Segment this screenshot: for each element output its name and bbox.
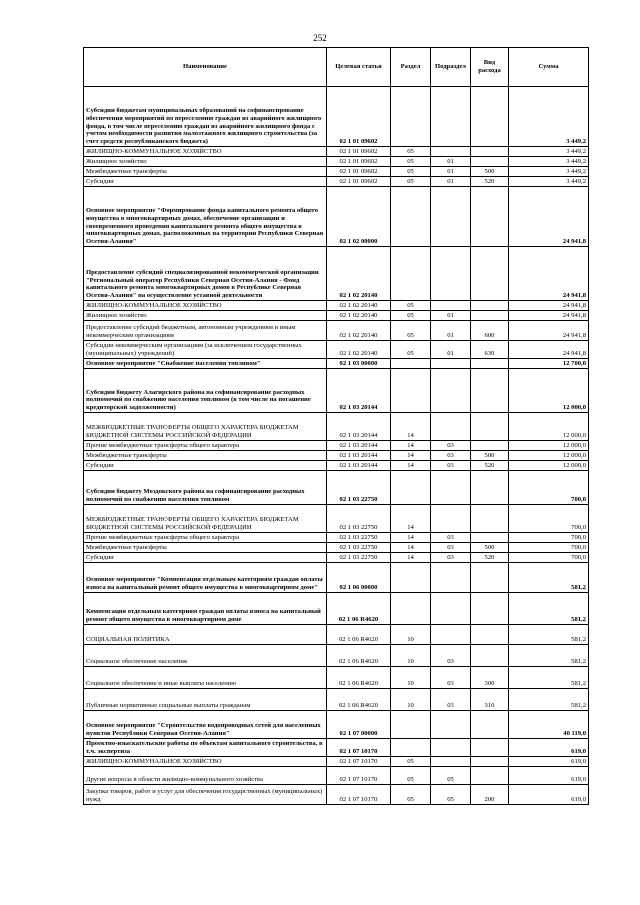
cell-name: Другие вопросы в области жилищно-коммунального хозяйства xyxy=(84,767,327,785)
cell-target-code: 02 1 03 20144 xyxy=(327,413,391,441)
cell-sum: 3 449,2 xyxy=(509,167,589,177)
table-row xyxy=(84,739,589,757)
cell-sum: 581,2 xyxy=(509,689,589,711)
cell-expense-type: 520 xyxy=(471,177,509,187)
table-row xyxy=(84,369,589,413)
cell-expense-type: 300 xyxy=(471,667,509,689)
cell-name: Предоставление субсидий бюджетным, автономным учреждениям и иным некоммерческим организациям xyxy=(84,321,327,341)
cell-sum: 24 941,8 xyxy=(509,187,589,247)
cell-name: МЕЖБЮДЖЕТНЫЕ ТРАНСФЕРТЫ ОБЩЕГО ХАРАКТЕРА БЮДЖЕТАМ БЮДЖЕТНОЙ СИСТЕМЫ РОССИЙСКОЙ ФЕДЕРАЦИИ xyxy=(84,505,327,533)
cell-section: 05 xyxy=(391,311,431,321)
cell-section: 14 xyxy=(391,505,431,533)
cell-subsection xyxy=(431,505,471,533)
cell-subsection xyxy=(431,757,471,767)
cell-expense-type xyxy=(471,563,509,593)
cell-target-code: 02 1 03 22750 xyxy=(327,553,391,563)
cell-sum: 24 941,8 xyxy=(509,301,589,311)
cell-expense-type xyxy=(471,471,509,505)
cell-subsection: 03 xyxy=(431,543,471,553)
cell-section: 05 xyxy=(391,785,431,805)
cell-target-code: 02 1 01 09602 xyxy=(327,167,391,177)
cell-subsection: 03 xyxy=(431,441,471,451)
table-row xyxy=(84,533,589,543)
cell-sum: 24 941,8 xyxy=(509,311,589,321)
cell-subsection: 01 xyxy=(431,177,471,187)
cell-expense-type xyxy=(471,369,509,413)
cell-sum: 12 000,0 xyxy=(509,441,589,451)
table-row xyxy=(84,359,589,369)
cell-section xyxy=(391,247,431,301)
cell-section: 10 xyxy=(391,689,431,711)
cell-expense-type xyxy=(471,311,509,321)
table-row xyxy=(84,167,589,177)
cell-sum: 12 700,0 xyxy=(509,359,589,369)
cell-expense-type: 520 xyxy=(471,461,509,471)
cell-subsection: 01 xyxy=(431,321,471,341)
cell-section: 05 xyxy=(391,757,431,767)
cell-subsection xyxy=(431,625,471,645)
cell-target-code: 02 1 03 22750 xyxy=(327,505,391,533)
cell-subsection xyxy=(431,471,471,505)
cell-target-code: 02 1 07 10170 xyxy=(327,739,391,757)
cell-name: Проектно-изыскательские работы по объектам капитального строительства, в т.ч. экспертиза xyxy=(84,739,327,757)
cell-subsection xyxy=(431,413,471,441)
cell-section: 14 xyxy=(391,451,431,461)
cell-subsection xyxy=(431,711,471,739)
table-row xyxy=(84,311,589,321)
cell-name: Межбюджетные трансферты xyxy=(84,451,327,461)
cell-expense-type xyxy=(471,593,509,625)
cell-subsection xyxy=(431,247,471,301)
cell-name: Закупка товаров, работ и услуг для обеспечения государственных (муниципальных) нужд xyxy=(84,785,327,805)
cell-target-code: 02 1 06 R4620 xyxy=(327,689,391,711)
cell-sum: 12 000,0 xyxy=(509,461,589,471)
cell-section xyxy=(391,593,431,625)
cell-sum: 581,2 xyxy=(509,563,589,593)
table-row xyxy=(84,767,589,785)
cell-sum: 581,2 xyxy=(509,593,589,625)
cell-subsection xyxy=(431,87,471,147)
cell-name: Субсидии xyxy=(84,553,327,563)
cell-target-code: 02 1 02 20140 xyxy=(327,247,391,301)
table-row xyxy=(84,625,589,645)
cell-section xyxy=(391,359,431,369)
cell-sum: 581,2 xyxy=(509,645,589,667)
cell-expense-type: 200 xyxy=(471,785,509,805)
header-expense-type: Вид расхода xyxy=(471,48,509,87)
cell-target-code: 02 1 02 20140 xyxy=(327,321,391,341)
cell-sum: 3 449,2 xyxy=(509,157,589,167)
table-row xyxy=(84,341,589,359)
cell-target-code: 02 1 03 20144 xyxy=(327,451,391,461)
table-row xyxy=(84,301,589,311)
cell-target-code: 02 1 03 20144 xyxy=(327,441,391,451)
cell-expense-type xyxy=(471,247,509,301)
cell-target-code: 02 1 07 00000 xyxy=(327,711,391,739)
cell-section: 14 xyxy=(391,553,431,563)
cell-target-code: 02 1 01 09602 xyxy=(327,177,391,187)
cell-subsection xyxy=(431,739,471,757)
cell-section: 10 xyxy=(391,667,431,689)
cell-name: ЖИЛИЩНО-КОММУНАЛЬНОЕ ХОЗЯЙСТВО xyxy=(84,147,327,157)
header-subsection: Подраздел xyxy=(431,48,471,87)
cell-section xyxy=(391,369,431,413)
cell-name: Предоставление субсидий специализированной некоммерческой организации "Региональный оператор Республики Северная Осетия-Алания - Фонд капитального ремонта многоквартирных домов в Республике Северная Осетия-Алания" на осуществление уставной деятельности xyxy=(84,247,327,301)
table-row xyxy=(84,505,589,533)
table-row xyxy=(84,147,589,157)
cell-subsection xyxy=(431,563,471,593)
cell-name: Прочие межбюджетные трансферты общего характера xyxy=(84,533,327,543)
table-row xyxy=(84,471,589,505)
cell-section: 14 xyxy=(391,533,431,543)
cell-target-code: 02 1 07 10170 xyxy=(327,767,391,785)
cell-section: 05 xyxy=(391,341,431,359)
cell-expense-type: 310 xyxy=(471,689,509,711)
cell-target-code: 02 1 06 R4620 xyxy=(327,645,391,667)
cell-name: Основное мероприятие "Снабжение населения топливом" xyxy=(84,359,327,369)
table-row xyxy=(84,543,589,553)
cell-subsection: 01 xyxy=(431,311,471,321)
cell-sum: 3 449,2 xyxy=(509,147,589,157)
cell-subsection: 01 xyxy=(431,167,471,177)
cell-expense-type xyxy=(471,505,509,533)
cell-target-code: 02 1 06 R4620 xyxy=(327,667,391,689)
cell-sum: 700,0 xyxy=(509,553,589,563)
cell-expense-type xyxy=(471,157,509,167)
cell-sum: 24 941,8 xyxy=(509,341,589,359)
cell-subsection: 03 xyxy=(431,553,471,563)
cell-target-code: 02 1 06 00000 xyxy=(327,563,391,593)
table-row xyxy=(84,593,589,625)
table-row xyxy=(84,247,589,301)
cell-subsection: 03 xyxy=(431,667,471,689)
cell-section: 14 xyxy=(391,413,431,441)
cell-target-code: 02 1 06 R4620 xyxy=(327,625,391,645)
table-row xyxy=(84,441,589,451)
cell-sum: 619,0 xyxy=(509,785,589,805)
cell-target-code: 02 1 02 20140 xyxy=(327,341,391,359)
cell-subsection: 03 xyxy=(431,689,471,711)
cell-name: Публичные нормативные социальные выплаты гражданам xyxy=(84,689,327,711)
cell-expense-type xyxy=(471,625,509,645)
cell-name: Субсидии бюджету Моздокского района на софинансирование расходных полномочий по снабжению населения топливом xyxy=(84,471,327,505)
table-row xyxy=(84,461,589,471)
cell-subsection xyxy=(431,187,471,247)
cell-sum: 581,2 xyxy=(509,625,589,645)
cell-expense-type xyxy=(471,359,509,369)
header-section: Раздел xyxy=(391,48,431,87)
page-number: 252 xyxy=(313,33,327,43)
cell-section: 05 xyxy=(391,177,431,187)
cell-expense-type xyxy=(471,147,509,157)
cell-name: МЕЖБЮДЖЕТНЫЕ ТРАНСФЕРТЫ ОБЩЕГО ХАРАКТЕРА БЮДЖЕТАМ БЮДЖЕТНОЙ СИСТЕМЫ РОССИЙСКОЙ ФЕДЕРАЦИИ xyxy=(84,413,327,441)
table-row xyxy=(84,667,589,689)
cell-sum: 700,0 xyxy=(509,505,589,533)
cell-section: 10 xyxy=(391,645,431,667)
cell-expense-type xyxy=(471,739,509,757)
cell-section xyxy=(391,739,431,757)
cell-subsection xyxy=(431,369,471,413)
cell-name: Субсидии бюджетам муниципальных образований на софинансирование обеспечения мероприятий по переселению граждан из аварийного жилищного фонда, в том числе переселению граждан из аварийного жилищного фонда с учетом необходимости развития малоэтажного жилищного строительства (за счет средств республиканского бюджета) xyxy=(84,87,327,147)
cell-section xyxy=(391,471,431,505)
cell-section: 05 xyxy=(391,321,431,341)
table-row xyxy=(84,451,589,461)
table-body xyxy=(84,87,589,805)
cell-expense-type xyxy=(471,533,509,543)
cell-expense-type xyxy=(471,187,509,247)
table-row xyxy=(84,757,589,767)
cell-subsection: 01 xyxy=(431,341,471,359)
header-name: Наименование xyxy=(84,48,327,87)
cell-sum: 581,2 xyxy=(509,667,589,689)
cell-expense-type xyxy=(471,767,509,785)
cell-name: Прочие межбюджетные трансферты общего характера xyxy=(84,441,327,451)
cell-expense-type: 600 xyxy=(471,321,509,341)
cell-sum: 12 000,0 xyxy=(509,413,589,441)
cell-sum: 24 941,8 xyxy=(509,247,589,301)
cell-name: Субсидии xyxy=(84,461,327,471)
cell-name: Субсидии xyxy=(84,177,327,187)
cell-expense-type xyxy=(471,441,509,451)
table-row xyxy=(84,157,589,167)
table-row xyxy=(84,711,589,739)
cell-target-code: 02 1 02 20140 xyxy=(327,311,391,321)
budget-table-container xyxy=(83,47,588,805)
cell-section: 10 xyxy=(391,625,431,645)
cell-expense-type xyxy=(471,645,509,667)
cell-subsection: 03 xyxy=(431,461,471,471)
cell-section: 05 xyxy=(391,167,431,177)
cell-subsection: 05 xyxy=(431,767,471,785)
cell-name: ЖИЛИЩНО-КОММУНАЛЬНОЕ ХОЗЯЙСТВО xyxy=(84,301,327,311)
cell-subsection xyxy=(431,301,471,311)
cell-subsection: 03 xyxy=(431,645,471,667)
cell-sum: 619,0 xyxy=(509,757,589,767)
cell-section: 14 xyxy=(391,441,431,451)
cell-name: Основное мероприятие "Компенсация отдельным категориям граждан оплаты взноса на капитальный ремонт общего имущества в многоквартирном доме" xyxy=(84,563,327,593)
cell-sum: 619,0 xyxy=(509,767,589,785)
cell-expense-type: 500 xyxy=(471,451,509,461)
cell-section xyxy=(391,87,431,147)
cell-name: СОЦИАЛЬНАЯ ПОЛИТИКА xyxy=(84,625,327,645)
cell-subsection xyxy=(431,147,471,157)
cell-sum: 619,0 xyxy=(509,739,589,757)
cell-sum: 3 449,2 xyxy=(509,177,589,187)
table-row xyxy=(84,177,589,187)
cell-section: 05 xyxy=(391,147,431,157)
cell-target-code: 02 1 03 22750 xyxy=(327,533,391,543)
cell-subsection xyxy=(431,359,471,369)
cell-subsection: 01 xyxy=(431,157,471,167)
table-row xyxy=(84,413,589,441)
budget-table xyxy=(83,47,589,805)
cell-target-code: 02 1 02 00000 xyxy=(327,187,391,247)
cell-expense-type xyxy=(471,301,509,311)
cell-section: 14 xyxy=(391,543,431,553)
table-row xyxy=(84,321,589,341)
cell-section xyxy=(391,563,431,593)
cell-name: Основное мероприятие "Формирование фонда капитального ремонта общего имущества в многоквартирных домах, обеспечение организации и своевременного проведения капитального ремонта общего имущества в многоквартирных домах, расположенных на территории Республики Северная Осетия-Алания" xyxy=(84,187,327,247)
cell-name: Жилищное хозяйство xyxy=(84,157,327,167)
cell-section xyxy=(391,711,431,739)
cell-target-code: 02 1 02 20140 xyxy=(327,301,391,311)
cell-target-code: 02 1 01 09602 xyxy=(327,147,391,157)
cell-expense-type: 500 xyxy=(471,543,509,553)
cell-section: 05 xyxy=(391,767,431,785)
cell-expense-type xyxy=(471,757,509,767)
cell-expense-type: 520 xyxy=(471,553,509,563)
cell-name: Компенсация отдельным категориям граждан оплаты взноса на капитальный ремонт общего имущества в многоквартирном доме xyxy=(84,593,327,625)
table-row xyxy=(84,785,589,805)
cell-sum: 3 449,2 xyxy=(509,87,589,147)
table-row xyxy=(84,87,589,147)
cell-name: Жилищное хозяйство xyxy=(84,311,327,321)
cell-target-code: 02 1 01 09602 xyxy=(327,157,391,167)
cell-target-code: 02 1 01 09602 xyxy=(327,87,391,147)
cell-subsection: 03 xyxy=(431,533,471,543)
cell-sum: 12 000,0 xyxy=(509,369,589,413)
cell-target-code: 02 1 06 R4620 xyxy=(327,593,391,625)
cell-name: Субсидии некоммерческим организациям (за исключением государственных (муниципальных) учреждений) xyxy=(84,341,327,359)
cell-name: ЖИЛИЩНО-КОММУНАЛЬНОЕ ХОЗЯЙСТВО xyxy=(84,757,327,767)
cell-expense-type xyxy=(471,87,509,147)
cell-expense-type xyxy=(471,711,509,739)
header-sum: Сумма xyxy=(509,48,589,87)
cell-subsection xyxy=(431,593,471,625)
cell-sum: 700,0 xyxy=(509,543,589,553)
cell-section: 05 xyxy=(391,301,431,311)
cell-target-code: 02 1 07 10170 xyxy=(327,757,391,767)
cell-expense-type: 500 xyxy=(471,167,509,177)
cell-target-code: 02 1 03 20144 xyxy=(327,369,391,413)
cell-subsection: 03 xyxy=(431,451,471,461)
table-header-row xyxy=(84,48,589,87)
table-row xyxy=(84,563,589,593)
table-row xyxy=(84,689,589,711)
cell-target-code: 02 1 03 00000 xyxy=(327,359,391,369)
cell-section xyxy=(391,187,431,247)
cell-name: Социальное обеспечение и иные выплаты населению xyxy=(84,667,327,689)
table-row xyxy=(84,553,589,563)
cell-name: Субсидии бюджету Алагирского района на софинансирование расходных полномочий по снабжению населения топливом (в том числе на погашение кредиторской задолженности) xyxy=(84,369,327,413)
table-row xyxy=(84,187,589,247)
cell-sum: 700,0 xyxy=(509,471,589,505)
cell-sum: 24 941,8 xyxy=(509,321,589,341)
cell-section: 05 xyxy=(391,157,431,167)
cell-expense-type: 630 xyxy=(471,341,509,359)
cell-subsection: 05 xyxy=(431,785,471,805)
cell-expense-type xyxy=(471,413,509,441)
cell-name: Межбюджетные трансферты xyxy=(84,167,327,177)
cell-target-code: 02 1 03 22750 xyxy=(327,543,391,553)
cell-name: Основное мероприятие "Строительство водопроводных сетей для населенных пунктов Республики Северная Осетия-Алания" xyxy=(84,711,327,739)
cell-name: Социальное обеспечение населения xyxy=(84,645,327,667)
cell-sum: 12 000,0 xyxy=(509,451,589,461)
cell-section: 14 xyxy=(391,461,431,471)
cell-name: Межбюджетные трансферты xyxy=(84,543,327,553)
cell-target-code: 02 1 07 10170 xyxy=(327,785,391,805)
header-code: Целевая статья xyxy=(327,48,391,87)
cell-target-code: 02 1 03 22750 xyxy=(327,471,391,505)
cell-sum: 700,0 xyxy=(509,533,589,543)
cell-target-code: 02 1 03 20144 xyxy=(327,461,391,471)
cell-sum: 40 119,0 xyxy=(509,711,589,739)
table-row xyxy=(84,645,589,667)
